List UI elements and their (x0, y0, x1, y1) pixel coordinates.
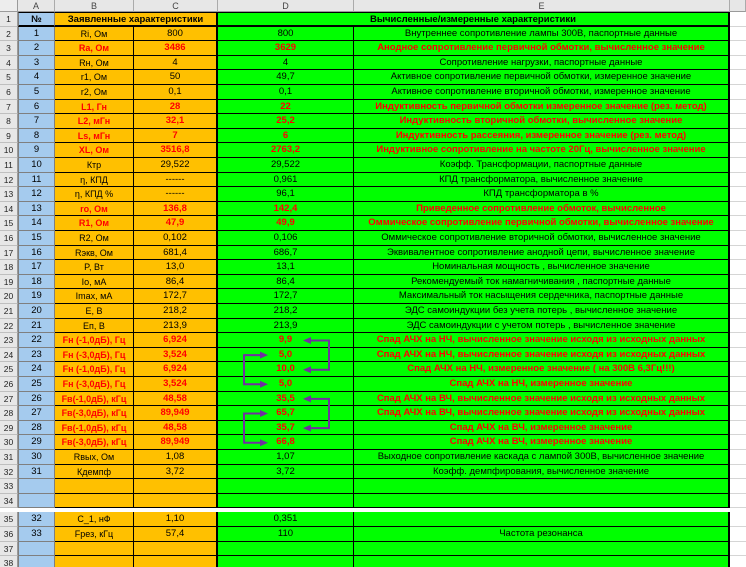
cell-computed-value[interactable]: 1,07 (218, 450, 354, 465)
cell-declared-value[interactable]: 0,1 (134, 85, 218, 100)
cell-description[interactable]: Анодное сопротивление первичной обмотки, вычисленное значение (354, 41, 730, 56)
empty-cell[interactable] (730, 556, 746, 567)
cell-computed-value[interactable]: 25,2 (218, 114, 354, 129)
cell-num[interactable]: 23 (18, 348, 55, 363)
cell-declared-value[interactable]: 89,949 (134, 406, 218, 421)
cell-description[interactable]: КПД трансформатора, вычисленное значение (354, 173, 730, 188)
column-header-b[interactable]: B (55, 0, 134, 12)
cell-param-name[interactable]: XL, Ом (55, 143, 134, 158)
empty-cell[interactable] (730, 319, 746, 334)
cell-declared-value[interactable]: 3,72 (134, 465, 218, 480)
empty-cell[interactable] (730, 406, 746, 421)
cell-num[interactable] (18, 542, 55, 557)
column-header-a[interactable]: A (18, 0, 55, 12)
cell-description[interactable] (354, 556, 730, 567)
cell-declared-value[interactable]: 3,524 (134, 377, 218, 392)
cell-description[interactable]: Индуктивное сопротивление на частоте 20Гц, вычисленное значение (354, 143, 730, 158)
cell-computed-value[interactable]: 213,9 (218, 319, 354, 334)
cell-param-name[interactable]: Ктр (55, 158, 134, 173)
empty-cell[interactable] (730, 260, 746, 275)
row-gutter-cell[interactable]: 32 (0, 465, 18, 480)
cell-declared-value[interactable]: 3486 (134, 41, 218, 56)
cell-computed-value[interactable]: 65,7 (218, 406, 354, 421)
cell-num[interactable]: 7 (18, 114, 55, 129)
cell-computed-value[interactable] (218, 556, 354, 567)
cell-param-name[interactable]: Ra, Ом (55, 41, 134, 56)
cell-num[interactable]: 31 (18, 465, 55, 480)
cell-num[interactable]: 14 (18, 216, 55, 231)
cell-computed-value[interactable]: 142,4 (218, 202, 354, 217)
cell-declared-value[interactable]: 57,4 (134, 527, 218, 542)
cell-num[interactable]: 26 (18, 392, 55, 407)
row-gutter-cell[interactable]: 26 (0, 377, 18, 392)
cell-declared-value[interactable]: 29,522 (134, 158, 218, 173)
row-gutter-cell[interactable]: 18 (0, 260, 18, 275)
cell-declared-value[interactable]: 681,4 (134, 246, 218, 261)
cell-declared-value[interactable]: 48,58 (134, 421, 218, 436)
row-gutter-cell[interactable]: 34 (0, 494, 18, 509)
cell-param-name[interactable]: Fв(-3,0дБ), кГц (55, 435, 134, 450)
cell-declared-value[interactable]: 32,1 (134, 114, 218, 129)
row-gutter-cell[interactable]: 7 (0, 100, 18, 115)
cell-description[interactable]: Спад АЧХ на ВЧ, измеренное значение (354, 435, 730, 450)
cell-param-name[interactable] (55, 556, 134, 567)
cell-param-name[interactable]: P, Вт (55, 260, 134, 275)
cell-num[interactable] (18, 494, 55, 509)
row-gutter-cell[interactable]: 35 (0, 512, 18, 527)
cell-num[interactable]: 4 (18, 70, 55, 85)
cell-declared-value[interactable]: 50 (134, 70, 218, 85)
empty-cell[interactable] (730, 202, 746, 217)
row-gutter-cell[interactable]: 4 (0, 56, 18, 71)
cell-num[interactable]: 27 (18, 406, 55, 421)
cell-param-name[interactable]: η, КПД (55, 173, 134, 188)
cell-num[interactable]: 28 (18, 421, 55, 436)
column-header-f[interactable] (730, 0, 746, 12)
empty-cell[interactable] (730, 465, 746, 480)
row-gutter-cell[interactable]: 28 (0, 406, 18, 421)
cell-num[interactable]: 16 (18, 246, 55, 261)
row-gutter-cell[interactable]: 11 (0, 158, 18, 173)
empty-cell[interactable] (730, 41, 746, 56)
row-gutter-cell[interactable]: 1 (0, 12, 18, 27)
cell-computed-value[interactable]: 22 (218, 100, 354, 115)
cell-param-name[interactable] (55, 542, 134, 557)
cell-computed-value[interactable]: 800 (218, 27, 354, 42)
cell-computed-value[interactable]: 35,7 (218, 421, 354, 436)
cell-description[interactable]: Спад АЧХ на ВЧ, вычисленное значение исходя из исходных данных (354, 392, 730, 407)
cell-computed-value[interactable] (218, 494, 354, 509)
cell-declared-value[interactable]: 86,4 (134, 275, 218, 290)
header-computed-cell[interactable]: Вычисленные/измеренные характеристики (218, 12, 730, 27)
cell-description[interactable]: Коэфф. демпфирования, вычисленное значение (354, 465, 730, 480)
cell-param-name[interactable]: L2, мГн (55, 114, 134, 129)
row-gutter-cell[interactable]: 13 (0, 187, 18, 202)
cell-num[interactable]: 32 (18, 512, 55, 527)
cell-param-name[interactable]: Io, мА (55, 275, 134, 290)
header-declared-cell[interactable]: Заявленные характеристики (55, 12, 218, 27)
cell-declared-value[interactable] (134, 494, 218, 509)
cell-declared-value[interactable]: 213,9 (134, 319, 218, 334)
row-gutter-cell[interactable]: 16 (0, 231, 18, 246)
cell-declared-value[interactable]: 6,924 (134, 333, 218, 348)
cell-description[interactable]: Рекомендуемый ток намагничивания , паспортные данные (354, 275, 730, 290)
cell-param-name[interactable]: L1, Гн (55, 100, 134, 115)
cell-computed-value[interactable]: 0,1 (218, 85, 354, 100)
cell-param-name[interactable] (55, 479, 134, 494)
cell-declared-value[interactable]: 6,924 (134, 362, 218, 377)
cell-param-name[interactable]: Fн (-1,0дБ), Гц (55, 333, 134, 348)
cell-computed-value[interactable]: 686,7 (218, 246, 354, 261)
empty-cell[interactable] (730, 512, 746, 527)
row-gutter-cell[interactable]: 12 (0, 173, 18, 188)
cell-description[interactable]: Индуктивность первичной обмотки измеренное значение (рез. метод) (354, 100, 730, 115)
cell-computed-value[interactable]: 49,7 (218, 70, 354, 85)
cell-declared-value[interactable]: 48,58 (134, 392, 218, 407)
cell-num[interactable]: 33 (18, 527, 55, 542)
header-num-cell[interactable]: № (18, 12, 55, 27)
cell-description[interactable]: Индуктивность вторичной обмотки, вычисленное значение (354, 114, 730, 129)
cell-num[interactable]: 1 (18, 27, 55, 42)
cell-num[interactable]: 11 (18, 173, 55, 188)
cell-param-name[interactable]: C_1, нФ (55, 512, 134, 527)
row-gutter-cell[interactable]: 22 (0, 319, 18, 334)
empty-cell[interactable] (730, 377, 746, 392)
empty-cell[interactable] (730, 173, 746, 188)
cell-computed-value[interactable]: 0,351 (218, 512, 354, 527)
cell-description[interactable]: Спад АЧХ на ВЧ, вычисленное значение исходя из исходных данных (354, 406, 730, 421)
row-gutter-cell[interactable]: 14 (0, 202, 18, 217)
cell-param-name[interactable]: E, В (55, 304, 134, 319)
cell-num[interactable]: 20 (18, 304, 55, 319)
cell-description[interactable]: Максимальный ток насыщения сердечника, паспортные данные (354, 289, 730, 304)
cell-declared-value[interactable]: 218,2 (134, 304, 218, 319)
row-gutter-cell[interactable]: 3 (0, 41, 18, 56)
row-gutter-cell[interactable]: 5 (0, 70, 18, 85)
empty-cell[interactable] (730, 27, 746, 42)
empty-cell[interactable] (730, 392, 746, 407)
cell-description[interactable] (354, 479, 730, 494)
cell-num[interactable]: 5 (18, 85, 55, 100)
cell-description[interactable] (354, 542, 730, 557)
cell-description[interactable]: Приведенное сопротивление обмоток, вычисленное (354, 202, 730, 217)
cell-computed-value[interactable]: 66,8 (218, 435, 354, 450)
row-gutter-cell[interactable]: 2 (0, 27, 18, 42)
cell-declared-value[interactable] (134, 556, 218, 567)
cell-computed-value[interactable]: 2763,2 (218, 143, 354, 158)
row-gutter-cell[interactable]: 27 (0, 392, 18, 407)
cell-param-name[interactable]: ro, Ом (55, 202, 134, 217)
cell-description[interactable] (354, 494, 730, 509)
cell-description[interactable]: Оммическое сопротивление вторичной обмотки, вычисленное значение (354, 231, 730, 246)
cell-computed-value[interactable]: 0,961 (218, 173, 354, 188)
row-gutter-cell[interactable]: 15 (0, 216, 18, 231)
cell-computed-value[interactable]: 10,0 (218, 362, 354, 377)
row-gutter-cell[interactable]: 23 (0, 333, 18, 348)
cell-param-name[interactable]: Fв(-1,0дБ), кГц (55, 421, 134, 436)
cell-computed-value[interactable]: 35,5 (218, 392, 354, 407)
cell-param-name[interactable]: Fв(-3,0дБ), кГц (55, 406, 134, 421)
empty-cell[interactable] (730, 289, 746, 304)
cell-description[interactable]: Индуктивность рассеяния, измеренное значение (рез. метод) (354, 129, 730, 144)
cell-param-name[interactable]: Ls, мГн (55, 129, 134, 144)
cell-param-name[interactable]: Ri, Ом (55, 27, 134, 42)
row-gutter-cell[interactable]: 37 (0, 542, 18, 557)
cell-num[interactable]: 18 (18, 275, 55, 290)
cell-param-name[interactable]: Fрез, кГц (55, 527, 134, 542)
empty-cell[interactable] (730, 450, 746, 465)
cell-num[interactable]: 3 (18, 56, 55, 71)
cell-description[interactable]: Выходное сопротивление каскада с лампой 300В, вычисленное значение (354, 450, 730, 465)
cell-description[interactable]: Спад АЧХ на НЧ, вычисленное значение исходя из исходных данных (354, 348, 730, 363)
cell-num[interactable]: 21 (18, 319, 55, 334)
cell-computed-value[interactable]: 13,1 (218, 260, 354, 275)
cell-param-name[interactable]: r2, Ом (55, 85, 134, 100)
row-gutter-cell[interactable]: 24 (0, 348, 18, 363)
cell-declared-value[interactable]: 7 (134, 129, 218, 144)
cell-computed-value[interactable]: 9,9 (218, 333, 354, 348)
cell-declared-value[interactable]: 47,9 (134, 216, 218, 231)
cell-num[interactable]: 29 (18, 435, 55, 450)
cell-param-name[interactable]: R1, Ом (55, 216, 134, 231)
cell-declared-value[interactable]: 4 (134, 56, 218, 71)
cell-declared-value[interactable]: 28 (134, 100, 218, 115)
row-gutter-cell[interactable]: 33 (0, 479, 18, 494)
cell-computed-value[interactable]: 29,522 (218, 158, 354, 173)
cell-computed-value[interactable]: 0,106 (218, 231, 354, 246)
column-header-e[interactable]: E (354, 0, 730, 12)
cell-num[interactable]: 17 (18, 260, 55, 275)
cell-description[interactable]: КПД трансформатора в % (354, 187, 730, 202)
empty-cell[interactable] (730, 70, 746, 85)
row-gutter-cell[interactable]: 21 (0, 304, 18, 319)
cell-description[interactable]: Коэфф. Трансформации, паспортные данные (354, 158, 730, 173)
cell-param-name[interactable]: Fв(-1,0дБ), кГц (55, 392, 134, 407)
cell-declared-value[interactable]: 89,949 (134, 435, 218, 450)
empty-cell[interactable] (730, 435, 746, 450)
cell-param-name[interactable]: Rвых, Ом (55, 450, 134, 465)
empty-cell[interactable] (730, 187, 746, 202)
row-spacer (0, 508, 746, 512)
empty-cell[interactable] (730, 421, 746, 436)
row-gutter-cell[interactable]: 9 (0, 129, 18, 144)
cell-num[interactable]: 10 (18, 158, 55, 173)
cell-declared-value[interactable] (134, 542, 218, 557)
cell-num[interactable]: 22 (18, 333, 55, 348)
cell-computed-value[interactable]: 6 (218, 129, 354, 144)
cell-description[interactable]: Спад АЧХ на ВЧ, измеренное значение (354, 421, 730, 436)
cell-description[interactable]: Спад АЧХ на НЧ, измеренное значение (354, 377, 730, 392)
cell-description[interactable] (354, 512, 730, 527)
cell-description[interactable]: Номинальная мощность , вычисленное значение (354, 260, 730, 275)
empty-cell[interactable] (730, 542, 746, 557)
row-gutter-cell[interactable]: 31 (0, 450, 18, 465)
cell-param-name[interactable]: Eп, В (55, 319, 134, 334)
cell-description[interactable]: Частота резонанса (354, 527, 730, 542)
cell-num[interactable] (18, 556, 55, 567)
row-gutter-cell[interactable]: 6 (0, 85, 18, 100)
cell-declared-value[interactable]: ------ (134, 187, 218, 202)
row-gutter-cell[interactable]: 17 (0, 246, 18, 261)
cell-description[interactable]: Сопротивление нагрузки, паспортные данные (354, 56, 730, 71)
cell-computed-value[interactable]: 218,2 (218, 304, 354, 319)
cell-num[interactable]: 8 (18, 129, 55, 144)
cell-computed-value[interactable] (218, 542, 354, 557)
cell-computed-value[interactable]: 172,7 (218, 289, 354, 304)
cell-computed-value[interactable]: 110 (218, 527, 354, 542)
empty-cell[interactable] (730, 348, 746, 363)
cell-param-name[interactable]: Кдемпф (55, 465, 134, 480)
cell-description[interactable]: Оммическое сопротивление первичной обмотки, вычисленное значение (354, 216, 730, 231)
row-gutter-cell[interactable]: 29 (0, 421, 18, 436)
cell-declared-value[interactable]: 3,524 (134, 348, 218, 363)
cell-declared-value[interactable]: 1,08 (134, 450, 218, 465)
cell-declared-value[interactable]: 172,7 (134, 289, 218, 304)
cell-num[interactable]: 24 (18, 362, 55, 377)
cell-declared-value[interactable]: 3516,8 (134, 143, 218, 158)
cell-num[interactable]: 13 (18, 202, 55, 217)
cell-num[interactable]: 2 (18, 41, 55, 56)
cell-param-name[interactable]: Rэкв, Ом (55, 246, 134, 261)
cell-description[interactable]: Активное сопротивление вторичной обмотки, измеренное значение (354, 85, 730, 100)
column-header-d[interactable]: D (218, 0, 354, 12)
cell-computed-value[interactable]: 4 (218, 56, 354, 71)
cell-description[interactable]: Активное сопротивление первичной обмотки, измеренное значение (354, 70, 730, 85)
select-all-corner[interactable] (0, 0, 18, 12)
empty-cell[interactable] (730, 527, 746, 542)
empty-cell[interactable] (730, 333, 746, 348)
cell-computed-value[interactable]: 96,1 (218, 187, 354, 202)
empty-cell[interactable] (730, 143, 746, 158)
cell-param-name[interactable]: Fн (-1,0дБ), Гц (55, 362, 134, 377)
row-gutter-cell[interactable]: 38 (0, 556, 18, 567)
cell-description[interactable]: ЭДС самоиндукции без учета потерь , вычисленное значение (354, 304, 730, 319)
cell-param-name[interactable]: r1, Ом (55, 70, 134, 85)
row-gutter-cell[interactable]: 19 (0, 275, 18, 290)
cell-param-name[interactable]: Fн (-3,0дБ), Гц (55, 348, 134, 363)
empty-cell[interactable] (730, 479, 746, 494)
cell-num[interactable] (18, 479, 55, 494)
row-gutter-cell[interactable]: 30 (0, 435, 18, 450)
empty-cell[interactable] (730, 216, 746, 231)
cell-num[interactable]: 25 (18, 377, 55, 392)
empty-cell[interactable] (730, 114, 746, 129)
cell-computed-value[interactable]: 5,0 (218, 377, 354, 392)
empty-cell[interactable] (730, 85, 746, 100)
cell-description[interactable]: Эквивалентное сопротивление анодной цепи, вычисленное значение (354, 246, 730, 261)
cell-param-name[interactable]: Fн (-3,0дБ), Гц (55, 377, 134, 392)
cell-num[interactable]: 30 (18, 450, 55, 465)
empty-cell[interactable] (730, 100, 746, 115)
cell-declared-value[interactable]: 800 (134, 27, 218, 42)
cell-declared-value[interactable]: 0,102 (134, 231, 218, 246)
cell-declared-value[interactable]: 1,10 (134, 512, 218, 527)
empty-cell[interactable] (730, 246, 746, 261)
cell-num[interactable]: 9 (18, 143, 55, 158)
cell-computed-value[interactable]: 3629 (218, 41, 354, 56)
cell-description[interactable]: Внутреннее сопротивление лампы 300В, паспортные данные (354, 27, 730, 42)
cell-param-name[interactable]: η, КПД % (55, 187, 134, 202)
cell-description[interactable]: Спад АЧХ на НЧ, измеренное значение ( на 300В 6,3Гц!!!) (354, 362, 730, 377)
cell-declared-value[interactable]: 136,8 (134, 202, 218, 217)
cell-declared-value[interactable]: ------ (134, 173, 218, 188)
empty-cell[interactable] (730, 12, 746, 27)
empty-cell[interactable] (730, 494, 746, 509)
cell-computed-value[interactable]: 3,72 (218, 465, 354, 480)
empty-cell[interactable] (730, 158, 746, 173)
cell-num[interactable]: 19 (18, 289, 55, 304)
cell-param-name[interactable] (55, 494, 134, 509)
cell-param-name[interactable]: R2, Ом (55, 231, 134, 246)
row-gutter-cell[interactable]: 36 (0, 527, 18, 542)
cell-description[interactable]: ЭДС самоиндукции с учетом потерь , вычисленное значение (354, 319, 730, 334)
cell-num[interactable]: 15 (18, 231, 55, 246)
empty-cell[interactable] (730, 304, 746, 319)
cell-num[interactable]: 12 (18, 187, 55, 202)
cell-param-name[interactable]: Rн, Ом (55, 56, 134, 71)
cell-num[interactable]: 6 (18, 100, 55, 115)
cell-declared-value[interactable]: 13,0 (134, 260, 218, 275)
empty-cell[interactable] (730, 362, 746, 377)
row-gutter-cell[interactable]: 20 (0, 289, 18, 304)
column-header-c[interactable]: C (134, 0, 218, 12)
cell-declared-value[interactable] (134, 479, 218, 494)
cell-computed-value[interactable] (218, 479, 354, 494)
row-gutter-cell[interactable]: 25 (0, 362, 18, 377)
empty-cell[interactable] (730, 56, 746, 71)
empty-cell[interactable] (730, 231, 746, 246)
cell-computed-value[interactable]: 49,9 (218, 216, 354, 231)
cell-computed-value[interactable]: 86,4 (218, 275, 354, 290)
empty-cell[interactable] (730, 129, 746, 144)
row-gutter-cell[interactable]: 8 (0, 114, 18, 129)
empty-cell[interactable] (730, 275, 746, 290)
cell-computed-value[interactable]: 5,0 (218, 348, 354, 363)
cell-description[interactable]: Спад АЧХ на НЧ, вычисленное значение исходя из исходных данных (354, 333, 730, 348)
row-gutter-cell[interactable]: 10 (0, 143, 18, 158)
cell-param-name[interactable]: Imax, мА (55, 289, 134, 304)
